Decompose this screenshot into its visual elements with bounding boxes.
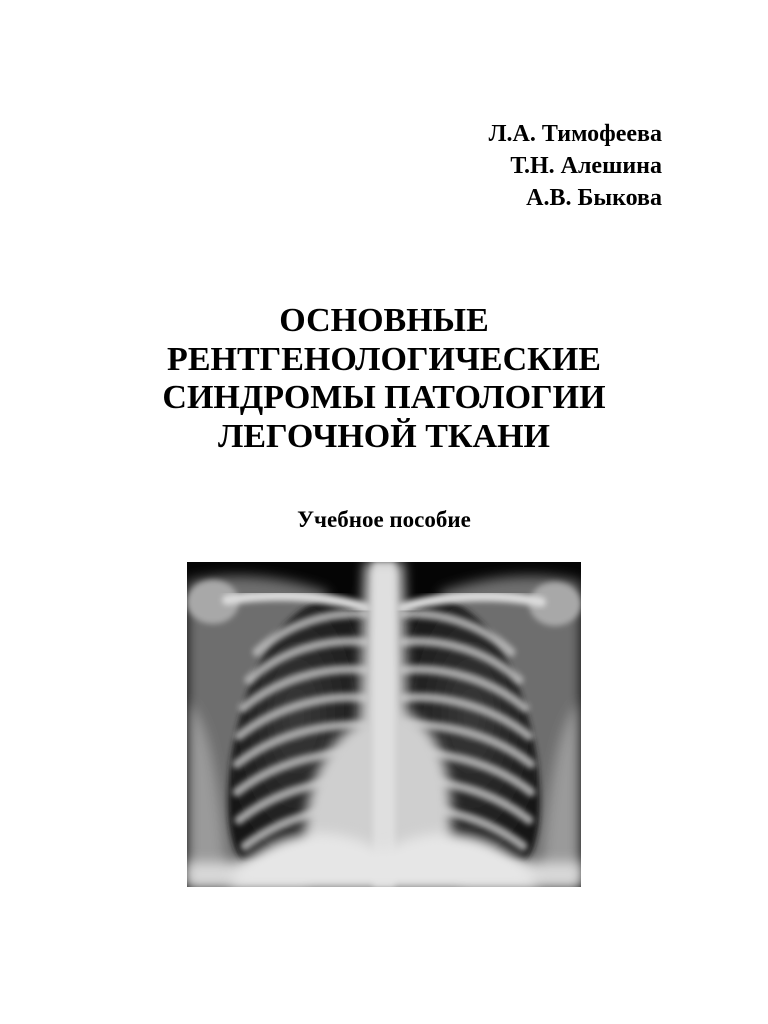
author-name: Т.Н. Алешина bbox=[510, 153, 662, 179]
title-line: ОСНОВНЫЕ bbox=[279, 302, 489, 339]
chest-xray-image bbox=[187, 562, 581, 887]
book-subtitle: Учебное пособие bbox=[297, 507, 471, 532]
author-list bbox=[489, 118, 662, 214]
book-title bbox=[0, 302, 768, 456]
title-line: ЛЕГОЧНОЙ ТКАНИ bbox=[218, 417, 550, 455]
title-line: СИНДРОМЫ ПАТОЛОГИИ bbox=[162, 379, 606, 416]
author-name: Л.А. Тимофеева bbox=[488, 121, 662, 147]
title-line: РЕНТГЕНОЛОГИЧЕСКИЕ bbox=[167, 340, 601, 378]
author-name: А.В. Быкова bbox=[526, 185, 662, 211]
